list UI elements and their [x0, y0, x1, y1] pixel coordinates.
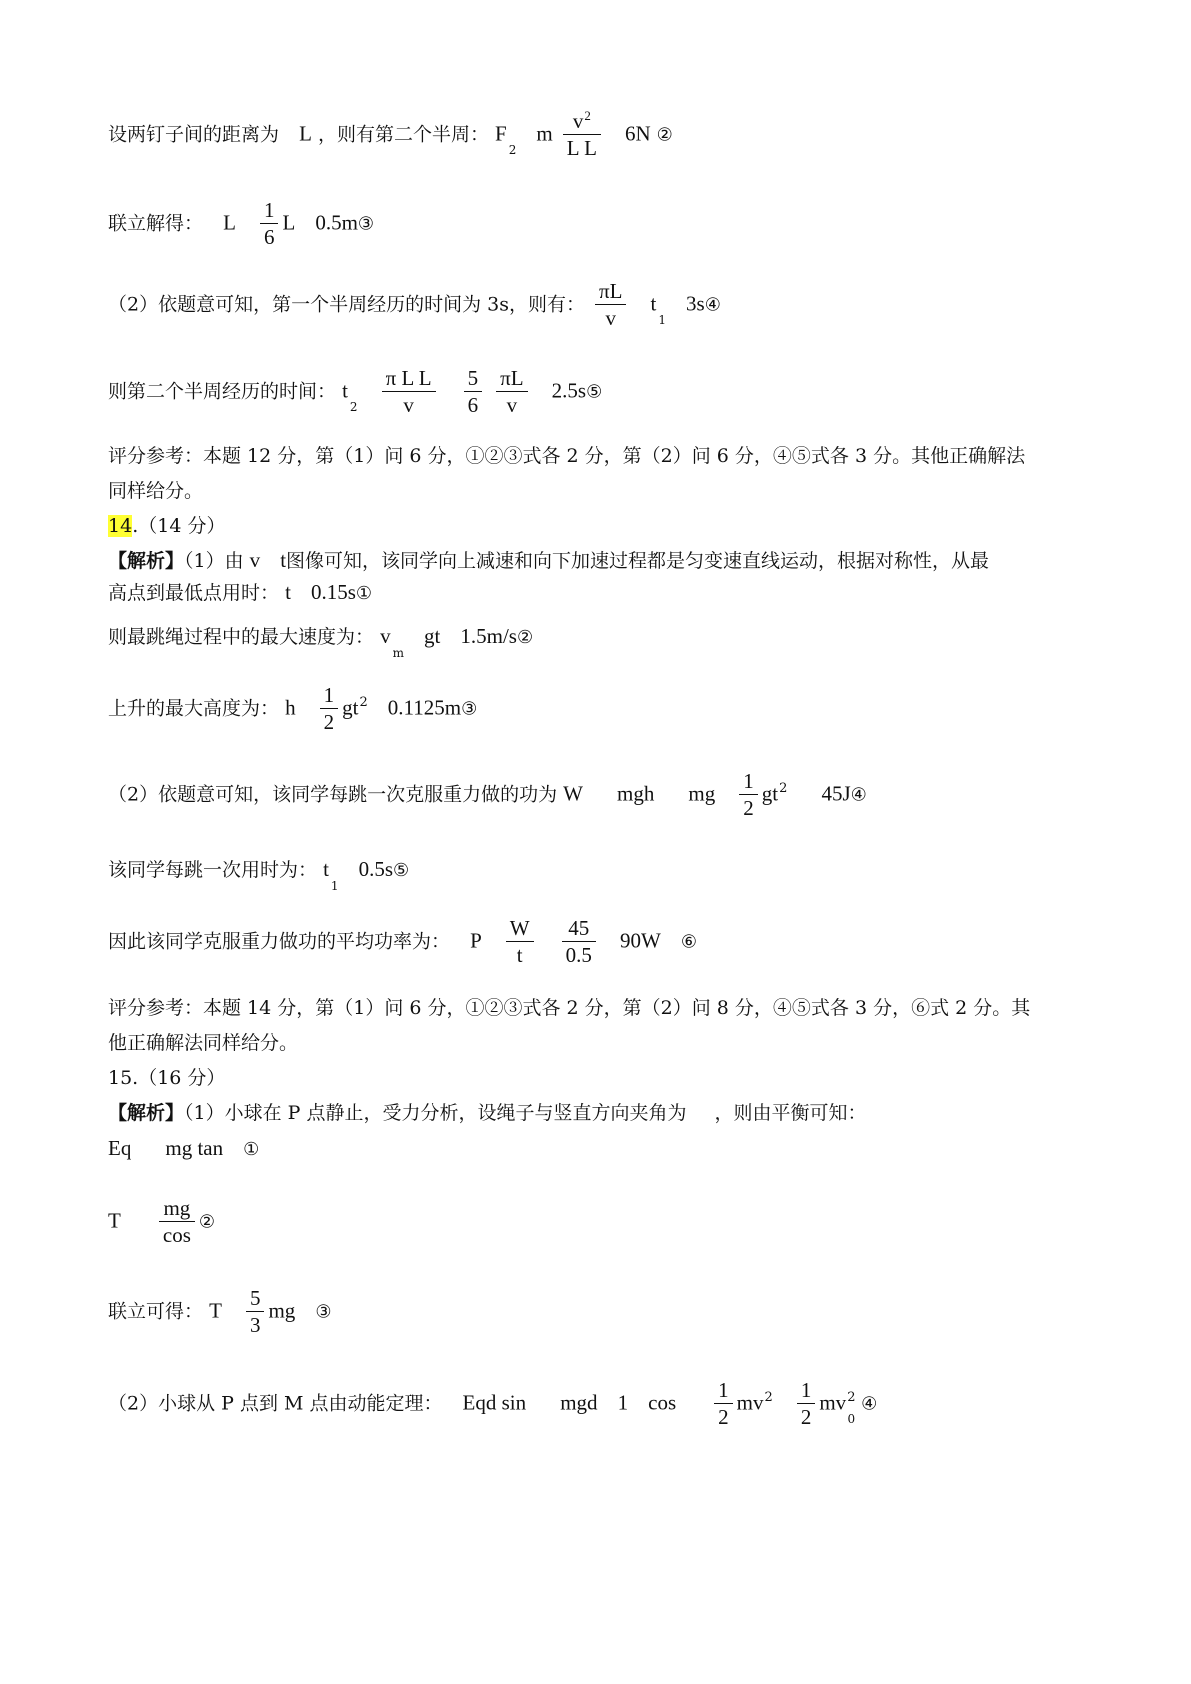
- subscript: 2: [349, 400, 358, 415]
- subscript: 1: [330, 879, 339, 893]
- var-L: L: [282, 210, 296, 235]
- text: 该同学每跳一次用时为：: [108, 859, 318, 881]
- result: 1.5m/s: [460, 624, 517, 648]
- fraction: [260, 197, 279, 252]
- denominator: 2: [714, 1403, 733, 1431]
- text: （1）小球在 P 点静止，受力分析，设绳子与竖直方向夹角为: [184, 1102, 687, 1124]
- question-header: 15.（16 分）: [108, 1067, 226, 1089]
- eq-line-11: [108, 1136, 259, 1161]
- eq-line-7: [108, 682, 477, 737]
- eq-number: ④: [861, 1393, 878, 1415]
- fraction: [464, 365, 483, 420]
- denominator: cos: [159, 1221, 195, 1249]
- eq-number: ③: [315, 1301, 332, 1323]
- denominator: 6: [464, 391, 483, 419]
- text: 联立解得：: [108, 212, 204, 235]
- result: 45J: [821, 781, 851, 806]
- text: （1）由: [184, 550, 244, 572]
- question-header: [108, 511, 225, 538]
- eq-line-3: [108, 278, 721, 333]
- numerator: v: [572, 109, 584, 133]
- var-t: t: [285, 580, 291, 604]
- text: （2）小球从 P 点到 M 点由动能定理：: [108, 1392, 443, 1415]
- text: .（14 分）: [132, 515, 226, 537]
- var-t: t: [342, 378, 348, 403]
- var-F: F: [495, 121, 507, 146]
- eq-line-14: [108, 1377, 877, 1432]
- subscript: 0: [847, 1412, 856, 1427]
- fraction: [563, 108, 601, 163]
- var-W: W: [563, 781, 583, 806]
- numerator: W: [509, 916, 530, 940]
- term: mgd: [560, 1390, 598, 1415]
- text: （2）依题意可知，第一个半周经历的时间为 3s，则有：: [108, 293, 585, 316]
- fraction: [382, 365, 436, 420]
- text: 图像可知，该同学向上减速和向下加速过程都是匀变速直线运动，根据对称性，从最: [286, 550, 990, 572]
- eq-line-10: [108, 915, 697, 970]
- result: 0.5s: [358, 857, 394, 881]
- var-t: t: [650, 291, 657, 316]
- var-t: t: [280, 548, 287, 572]
- eq-number: ①: [355, 583, 373, 604]
- scoring-line: 评分参考：本题 14 分，第（1）问 6 分，①②③式各 2 分，第（2）问 8 分，④⑤式各 3 分，⑥式 2 分。其: [108, 997, 1031, 1019]
- eq-number: ④: [704, 294, 721, 316]
- fraction: [595, 278, 626, 333]
- term: mv: [736, 1390, 764, 1415]
- eq-line-9: [108, 855, 410, 893]
- result: 90W: [619, 928, 661, 953]
- scoring-line: 同样给分。: [108, 480, 204, 502]
- result: 3s: [686, 291, 705, 316]
- term: 1: [617, 1390, 629, 1415]
- term: mv: [819, 1390, 847, 1415]
- eq-number: ④: [850, 784, 867, 806]
- fraction: [797, 1377, 816, 1432]
- numerator: πL: [500, 366, 524, 390]
- numerator: 1: [323, 683, 335, 707]
- var-T: T: [209, 1298, 222, 1323]
- numerator: 1: [718, 1378, 729, 1402]
- numerator: 1: [743, 769, 754, 793]
- analysis-line: [108, 1098, 867, 1125]
- var-L: L: [299, 121, 312, 146]
- eq-line-1: [108, 108, 673, 163]
- result: 6N: [624, 121, 651, 146]
- result: 2.5s: [551, 378, 587, 403]
- var-v: v: [249, 548, 261, 572]
- result: 0.1125m: [387, 695, 462, 720]
- superscript: 2: [779, 781, 788, 797]
- text: 则最跳绳过程中的最大速度为：: [108, 626, 375, 648]
- superscript: 2: [359, 695, 368, 711]
- eq-number: ⑤: [586, 381, 603, 403]
- eq-line-2: [108, 197, 374, 252]
- fraction: [562, 915, 596, 970]
- denominator: t: [506, 941, 534, 969]
- eq-line-13: [108, 1285, 331, 1340]
- fraction: [739, 768, 758, 823]
- analysis-tag: 【解析】: [108, 1102, 185, 1124]
- var-h: h: [285, 695, 296, 720]
- numerator: 45: [568, 916, 590, 940]
- denominator: 6: [260, 223, 279, 251]
- eq-number: ⑥: [680, 931, 697, 953]
- denominator: 0.5: [562, 941, 596, 969]
- numerator: mg: [163, 1196, 191, 1220]
- denominator: L L: [563, 134, 601, 162]
- term: Eq: [108, 1136, 132, 1160]
- numerator: πL: [599, 279, 623, 303]
- var-L: L: [223, 210, 236, 235]
- text: 联立可得：: [108, 1300, 204, 1323]
- result: 0.5m: [315, 210, 358, 235]
- eq-number: ②: [516, 627, 534, 648]
- superscript: 2: [764, 1390, 773, 1406]
- eq-number: ②: [656, 124, 673, 146]
- term: cos: [648, 1390, 677, 1415]
- subscript: 1: [658, 313, 666, 328]
- text: 设两钉子间的距离为: [108, 123, 280, 146]
- text: ，则有第二个半周：: [317, 123, 489, 146]
- term: Eqd sin: [462, 1390, 527, 1415]
- term: mg: [268, 1298, 296, 1323]
- var-v: v: [380, 624, 391, 648]
- eq-number: ②: [198, 1211, 216, 1233]
- numerator: 5: [249, 1286, 261, 1310]
- eq-line-6: [108, 622, 534, 660]
- question-number: 14: [108, 515, 133, 537]
- text: （2）依题意可知，该同学每跳一次克服重力做的功为: [108, 783, 558, 806]
- denominator: 2: [739, 794, 758, 822]
- result: 0.15s: [310, 580, 356, 604]
- scoring-line: 他正确解法同样给分。: [108, 1032, 299, 1054]
- numerator: 1: [800, 1378, 812, 1402]
- var-m: m: [536, 121, 553, 146]
- superscript: 2: [847, 1390, 856, 1406]
- fraction: [506, 915, 534, 970]
- text: ，则由平衡可知：: [714, 1102, 867, 1124]
- denominator: 2: [320, 708, 339, 736]
- analysis-tag: 【解析】: [108, 550, 185, 572]
- term: gt: [424, 624, 441, 648]
- term: mg tan: [165, 1136, 224, 1160]
- numerator: 5: [467, 366, 479, 390]
- denominator: v: [382, 391, 436, 419]
- fraction: [320, 682, 339, 737]
- text: 上升的最大高度为：: [108, 697, 280, 720]
- term: mgh: [617, 781, 655, 806]
- term: mg: [688, 781, 716, 806]
- fraction: [496, 365, 527, 420]
- term: gt: [342, 695, 359, 720]
- analysis-line: [108, 546, 989, 573]
- var-P: P: [470, 928, 482, 953]
- denominator: v: [595, 304, 626, 332]
- eq-line-5: [108, 578, 372, 605]
- numerator: π L L: [385, 366, 432, 390]
- eq-number: ⑤: [393, 860, 410, 881]
- var-T: T: [108, 1208, 121, 1233]
- text: 则第二个半周经历的时间：: [108, 380, 337, 403]
- eq-number: ③: [461, 698, 478, 720]
- text: 因此该同学克服重力做功的平均功率为：: [108, 930, 451, 953]
- var-t: t: [323, 857, 329, 881]
- numerator: 1: [263, 198, 275, 222]
- text: 高点到最低点用时：: [108, 582, 280, 604]
- denominator: 2: [797, 1403, 816, 1431]
- fraction: [714, 1377, 733, 1432]
- subscript: 2: [508, 143, 517, 158]
- eq-number: ①: [243, 1139, 260, 1160]
- fraction: [159, 1195, 195, 1250]
- eq-number: ③: [357, 213, 375, 235]
- scoring-line: 评分参考：本题 12 分，第（1）问 6 分，①②③式各 2 分，第（2）问 6 分，④⑤式各 3 分。其他正确解法: [108, 445, 1026, 467]
- fraction: [246, 1285, 265, 1340]
- subscript: m: [392, 646, 404, 660]
- denominator: 3: [246, 1311, 265, 1339]
- denominator: v: [496, 391, 527, 419]
- eq-line-8: [108, 768, 867, 823]
- term: gt: [761, 781, 779, 806]
- superscript: 2: [584, 108, 591, 123]
- eq-line-4: [108, 365, 602, 420]
- eq-line-12: [108, 1195, 215, 1250]
